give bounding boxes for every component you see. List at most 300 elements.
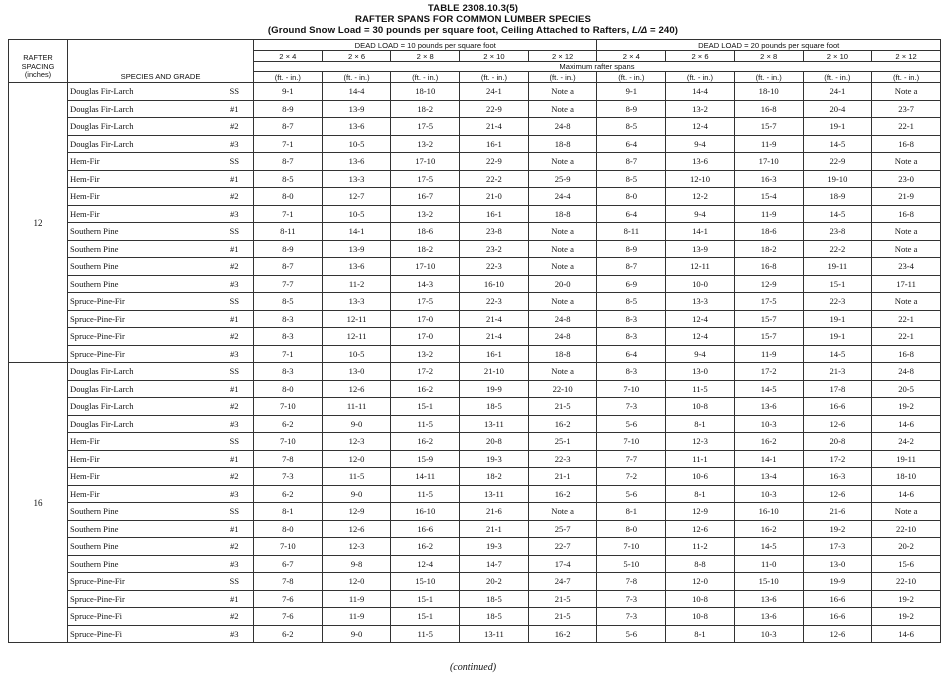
span-cell-dl20: 18-10 (734, 83, 803, 101)
span-cell-dl20: Note a (872, 503, 941, 521)
span-cell-dl20: Note a (872, 83, 941, 101)
span-cell-dl10: 22-2 (460, 170, 529, 188)
span-cell-dl20: 17-3 (803, 538, 872, 556)
span-cell-dl20: 14-5 (803, 205, 872, 223)
table-row (9, 205, 941, 223)
unit-header: (ft. - in.) (528, 72, 597, 83)
table-row (9, 188, 941, 206)
span-cell-dl20: 16-8 (872, 205, 941, 223)
span-cell-dl10: 21-5 (528, 608, 597, 626)
span-cell-dl20: 14-6 (872, 625, 941, 643)
span-cell-dl10: 12-0 (322, 450, 391, 468)
span-cell-dl20: 7-7 (597, 450, 666, 468)
span-cell-dl10: 24-7 (528, 573, 597, 591)
span-cell-dl10: 21-4 (460, 118, 529, 136)
span-cell-dl20: 19-2 (803, 520, 872, 538)
span-cell-dl20: 14-4 (666, 83, 735, 101)
span-cell-dl20: 8-1 (597, 503, 666, 521)
span-cell-dl20: 8-11 (597, 223, 666, 241)
span-cell-dl20: 19-1 (803, 328, 872, 346)
span-cell-dl10: 13-2 (391, 345, 460, 363)
span-cell-dl10: 13-6 (322, 153, 391, 171)
span-cell-dl10: 12-6 (322, 380, 391, 398)
span-cell-dl20: 12-2 (666, 188, 735, 206)
span-cell-dl10: 7-1 (254, 205, 323, 223)
species-cell: Hem-Fir (68, 450, 216, 468)
unit-header: (ft. - in.) (734, 72, 803, 83)
span-cell-dl20: 12-4 (666, 310, 735, 328)
table-row (9, 468, 941, 486)
rafter-spacing-cell: 16 (9, 363, 68, 643)
span-cell-dl10: 21-5 (528, 398, 597, 416)
span-cell-dl10: 17-0 (391, 328, 460, 346)
span-cell-dl10: 7-10 (254, 398, 323, 416)
span-cell-dl20: 16-2 (734, 433, 803, 451)
span-cell-dl10: 14-4 (322, 83, 391, 101)
span-cell-dl10: 22-10 (528, 380, 597, 398)
table-row (9, 275, 941, 293)
span-cell-dl10: 12-11 (322, 328, 391, 346)
span-cell-dl10: 23-2 (460, 240, 529, 258)
grade-cell: SS (216, 223, 254, 241)
span-cell-dl10: 12-3 (322, 433, 391, 451)
span-cell-dl10: 18-2 (460, 468, 529, 486)
span-cell-dl10: 17-5 (391, 170, 460, 188)
grade-cell: #3 (216, 625, 254, 643)
span-cell-dl20: 22-10 (872, 573, 941, 591)
span-cell-dl10: 13-2 (391, 205, 460, 223)
span-cell-dl20: 15-1 (803, 275, 872, 293)
span-cell-dl10: 13-6 (322, 118, 391, 136)
species-cell: Spruce-Pine-Fi (68, 608, 216, 626)
span-cell-dl10: 8-7 (254, 258, 323, 276)
span-cell-dl20: 15-6 (872, 555, 941, 573)
species-cell: Southern Pine (68, 555, 216, 573)
span-cell-dl10: 15-1 (391, 590, 460, 608)
span-cell-dl10: 7-6 (254, 590, 323, 608)
table-row (9, 170, 941, 188)
span-cell-dl10: 18-10 (391, 83, 460, 101)
unit-header: (ft. - in.) (322, 72, 391, 83)
table-row (9, 625, 941, 643)
span-cell-dl20: 12-0 (666, 573, 735, 591)
table-row (9, 363, 941, 381)
span-cell-dl10: 11-9 (322, 590, 391, 608)
span-cell-dl10: 9-0 (322, 415, 391, 433)
span-cell-dl20: 12-4 (666, 328, 735, 346)
span-cell-dl20: 13-6 (666, 153, 735, 171)
grade-cell: #1 (216, 590, 254, 608)
span-cell-dl20: Note a (872, 293, 941, 311)
unit-header: (ft. - in.) (254, 72, 323, 83)
dead-load-10-header: DEAD LOAD = 10 pounds per square foot (254, 40, 597, 51)
span-cell-dl20: 21-9 (872, 188, 941, 206)
grade-cell: #1 (216, 380, 254, 398)
span-cell-dl10: 18-8 (528, 205, 597, 223)
span-cell-dl20: Note a (872, 223, 941, 241)
species-cell: Southern Pine (68, 275, 216, 293)
table-row (9, 398, 941, 416)
grade-cell: SS (216, 293, 254, 311)
rafter-span-table (8, 39, 941, 643)
span-cell-dl20: 10-0 (666, 275, 735, 293)
table-row (9, 433, 941, 451)
grade-cell: SS (216, 83, 254, 101)
span-cell-dl10: 7-1 (254, 135, 323, 153)
span-cell-dl20: 11-5 (666, 380, 735, 398)
span-cell-dl20: 13-6 (734, 590, 803, 608)
span-cell-dl20: 8-5 (597, 293, 666, 311)
span-cell-dl20: 17-10 (734, 153, 803, 171)
rafter-spacing-line-2: SPACING (21, 61, 55, 71)
span-cell-dl10: 11-2 (322, 275, 391, 293)
span-cell-dl20: 12-6 (666, 520, 735, 538)
span-cell-dl10: 14-3 (391, 275, 460, 293)
span-cell-dl20: 14-5 (734, 380, 803, 398)
grade-cell: SS (216, 363, 254, 381)
span-cell-dl10: 17-4 (528, 555, 597, 573)
span-cell-dl20: 18-6 (734, 223, 803, 241)
span-cell-dl10: 15-1 (391, 398, 460, 416)
span-cell-dl20: 17-2 (803, 450, 872, 468)
size-header-dl10: 2 × 8 (391, 51, 460, 62)
species-cell: Southern Pine (68, 240, 216, 258)
span-cell-dl10: 12-11 (322, 310, 391, 328)
span-cell-dl20: 16-8 (734, 100, 803, 118)
span-cell-dl20: 8-3 (597, 363, 666, 381)
span-cell-dl10: 22-9 (460, 153, 529, 171)
span-cell-dl20: 22-10 (872, 520, 941, 538)
unit-header: (ft. - in.) (666, 72, 735, 83)
grade-cell: #3 (216, 205, 254, 223)
span-cell-dl20: 16-8 (872, 345, 941, 363)
grade-cell: SS (216, 153, 254, 171)
span-cell-dl10: 19-3 (460, 450, 529, 468)
span-cell-dl10: 8-5 (254, 293, 323, 311)
grade-cell: #2 (216, 118, 254, 136)
span-cell-dl20: 15-4 (734, 188, 803, 206)
span-cell-dl20: 19-10 (803, 170, 872, 188)
span-cell-dl20: 8-8 (666, 555, 735, 573)
span-cell-dl10: Note a (528, 100, 597, 118)
span-cell-dl10: 18-5 (460, 590, 529, 608)
span-cell-dl20: 12-9 (666, 503, 735, 521)
span-cell-dl20: 20-5 (872, 380, 941, 398)
span-cell-dl20: 24-1 (803, 83, 872, 101)
table-row (9, 503, 941, 521)
span-cell-dl10: 11-5 (391, 625, 460, 643)
span-cell-dl20: 10-3 (734, 415, 803, 433)
span-cell-dl10: 12-4 (391, 555, 460, 573)
span-cell-dl10: 8-7 (254, 118, 323, 136)
span-cell-dl20: 22-1 (872, 118, 941, 136)
span-cell-dl20: 7-2 (597, 468, 666, 486)
max-spans-header: Maximum rafter spans (254, 62, 941, 72)
span-cell-dl20: 12-9 (734, 275, 803, 293)
grade-cell: #1 (216, 450, 254, 468)
span-cell-dl20: 13-3 (666, 293, 735, 311)
table-row (9, 485, 941, 503)
span-cell-dl20: 12-10 (666, 170, 735, 188)
span-cell-dl10: 18-6 (391, 223, 460, 241)
span-cell-dl20: 10-8 (666, 398, 735, 416)
span-cell-dl20: 7-10 (597, 538, 666, 556)
span-cell-dl20: 20-8 (803, 433, 872, 451)
span-cell-dl20: 12-4 (666, 118, 735, 136)
span-cell-dl20: 16-8 (872, 135, 941, 153)
span-cell-dl20: 23-0 (872, 170, 941, 188)
span-cell-dl10: 13-11 (460, 485, 529, 503)
span-cell-dl10: 16-1 (460, 205, 529, 223)
span-cell-dl20: 5-6 (597, 625, 666, 643)
table-row (9, 520, 941, 538)
span-cell-dl20: 14-6 (872, 415, 941, 433)
span-cell-dl20: 13-0 (666, 363, 735, 381)
grade-cell: #1 (216, 170, 254, 188)
table-row (9, 538, 941, 556)
span-cell-dl20: 22-1 (872, 310, 941, 328)
table-row (9, 555, 941, 573)
span-cell-dl10: 21-6 (460, 503, 529, 521)
span-cell-dl10: 13-11 (460, 625, 529, 643)
span-cell-dl10: 9-8 (322, 555, 391, 573)
span-cell-dl10: 11-9 (322, 608, 391, 626)
span-cell-dl10: 18-2 (391, 100, 460, 118)
table-row (9, 380, 941, 398)
span-cell-dl20: 14-5 (734, 538, 803, 556)
span-cell-dl10: 12-0 (322, 573, 391, 591)
species-cell: Southern Pine (68, 520, 216, 538)
span-cell-dl10: 14-1 (322, 223, 391, 241)
size-header-dl20: 2 × 4 (597, 51, 666, 62)
span-cell-dl10: 9-0 (322, 485, 391, 503)
species-cell: Douglas Fir-Larch (68, 135, 216, 153)
span-cell-dl10: 17-10 (391, 258, 460, 276)
conditions-post: = 240) (647, 25, 679, 36)
span-cell-dl10: 11-5 (322, 468, 391, 486)
span-cell-dl10: 8-9 (254, 240, 323, 258)
table-row (9, 328, 941, 346)
span-cell-dl20: 8-3 (597, 310, 666, 328)
span-cell-dl10: 19-3 (460, 538, 529, 556)
grade-cell: #2 (216, 608, 254, 626)
span-cell-dl10: Note a (528, 293, 597, 311)
species-cell: Spruce-Pine-Fir (68, 590, 216, 608)
species-cell: Spruce-Pine-Fir (68, 345, 216, 363)
span-cell-dl20: 24-2 (872, 433, 941, 451)
span-cell-dl10: 25-7 (528, 520, 597, 538)
span-cell-dl20: 14-5 (803, 345, 872, 363)
span-cell-dl10: 24-8 (528, 118, 597, 136)
span-cell-dl20: 8-9 (597, 100, 666, 118)
table-row (9, 83, 941, 101)
grade-cell: #2 (216, 188, 254, 206)
rafter-spacing-line-3: (inches) (24, 70, 52, 80)
table-row (9, 590, 941, 608)
table-row (9, 135, 941, 153)
span-cell-dl20: 8-7 (597, 258, 666, 276)
span-cell-dl10: 8-0 (254, 380, 323, 398)
span-cell-dl10: 20-2 (460, 573, 529, 591)
span-cell-dl20: 8-0 (597, 520, 666, 538)
span-cell-dl20: 16-8 (734, 258, 803, 276)
span-cell-dl10: 9-1 (254, 83, 323, 101)
species-cell: Hem-Fir (68, 468, 216, 486)
species-cell: Douglas Fir-Larch (68, 118, 216, 136)
span-cell-dl10: 16-1 (460, 345, 529, 363)
span-cell-dl20: 12-6 (803, 625, 872, 643)
grade-cell: #3 (216, 485, 254, 503)
span-cell-dl10: Note a (528, 258, 597, 276)
span-cell-dl20: 8-5 (597, 170, 666, 188)
span-cell-dl20: 5-10 (597, 555, 666, 573)
span-cell-dl10: 25-1 (528, 433, 597, 451)
dead-load-20-header: DEAD LOAD = 20 pounds per square foot (597, 40, 940, 51)
span-cell-dl20: 9-1 (597, 83, 666, 101)
species-cell: Southern Pine (68, 503, 216, 521)
span-cell-dl20: 15-10 (734, 573, 803, 591)
table-row (9, 223, 941, 241)
span-cell-dl20: 5-6 (597, 485, 666, 503)
span-cell-dl10: 23-8 (460, 223, 529, 241)
grade-cell: #1 (216, 310, 254, 328)
span-cell-dl20: 15-7 (734, 328, 803, 346)
span-cell-dl10: 17-0 (391, 310, 460, 328)
span-cell-dl20: 7-3 (597, 608, 666, 626)
span-cell-dl20: 23-7 (872, 100, 941, 118)
species-cell: Hem-Fir (68, 485, 216, 503)
span-cell-dl10: 14-11 (391, 468, 460, 486)
table-row (9, 608, 941, 626)
species-cell: Spruce-Pine-Fir (68, 573, 216, 591)
span-cell-dl10: 15-9 (391, 450, 460, 468)
species-cell: Douglas Fir-Larch (68, 415, 216, 433)
span-cell-dl20: 8-1 (666, 415, 735, 433)
span-cell-dl10: 24-1 (460, 83, 529, 101)
unit-header: (ft. - in.) (803, 72, 872, 83)
span-cell-dl10: 16-7 (391, 188, 460, 206)
span-cell-dl20: 10-6 (666, 468, 735, 486)
span-cell-dl10: 7-10 (254, 538, 323, 556)
span-cell-dl10: 18-5 (460, 608, 529, 626)
span-cell-dl20: 19-1 (803, 310, 872, 328)
table-row (9, 415, 941, 433)
unit-header: (ft. - in.) (597, 72, 666, 83)
span-cell-dl20: 16-10 (734, 503, 803, 521)
span-cell-dl10: 17-5 (391, 118, 460, 136)
span-cell-dl10: Note a (528, 223, 597, 241)
species-cell: Hem-Fir (68, 188, 216, 206)
table-row (9, 240, 941, 258)
grade-cell: #2 (216, 328, 254, 346)
span-cell-dl10: 8-3 (254, 363, 323, 381)
span-cell-dl10: 13-3 (322, 293, 391, 311)
span-cell-dl10: 17-10 (391, 153, 460, 171)
span-cell-dl10: 21-10 (460, 363, 529, 381)
table-row (9, 258, 941, 276)
span-cell-dl20: 12-6 (803, 485, 872, 503)
span-cell-dl10: 13-6 (322, 258, 391, 276)
span-cell-dl20: 22-9 (803, 153, 872, 171)
span-cell-dl20: 8-0 (597, 188, 666, 206)
span-cell-dl20: 24-8 (872, 363, 941, 381)
span-cell-dl10: Note a (528, 240, 597, 258)
grade-cell: #3 (216, 345, 254, 363)
grade-cell: #3 (216, 415, 254, 433)
span-cell-dl20: 13-6 (734, 398, 803, 416)
span-cell-dl20: 8-3 (597, 328, 666, 346)
span-cell-dl20: 7-3 (597, 398, 666, 416)
species-cell: Douglas Fir-Larch (68, 380, 216, 398)
span-cell-dl10: 21-1 (528, 468, 597, 486)
span-cell-dl20: 21-3 (803, 363, 872, 381)
table-number: TABLE 2308.10.3(5) (427, 3, 519, 14)
table-row (9, 450, 941, 468)
table-name: RAFTER SPANS FOR COMMON LUMBER SPECIES (354, 14, 591, 25)
span-cell-dl20: 10-3 (734, 625, 803, 643)
span-cell-dl20: 17-11 (872, 275, 941, 293)
span-cell-dl20: 6-9 (597, 275, 666, 293)
span-cell-dl20: 8-1 (666, 625, 735, 643)
span-cell-dl10: 16-2 (528, 485, 597, 503)
span-cell-dl10: 21-4 (460, 328, 529, 346)
grade-cell: #2 (216, 258, 254, 276)
span-cell-dl10: 11-5 (391, 485, 460, 503)
span-cell-dl10: 6-2 (254, 485, 323, 503)
span-cell-dl20: 8-9 (597, 240, 666, 258)
span-cell-dl10: Note a (528, 503, 597, 521)
span-cell-dl10: 22-3 (460, 293, 529, 311)
span-cell-dl20: 19-2 (872, 590, 941, 608)
span-cell-dl10: 24-8 (528, 310, 597, 328)
span-cell-dl10: 20-8 (460, 433, 529, 451)
size-header-dl20: 2 × 10 (803, 51, 872, 62)
span-cell-dl20: 17-8 (803, 380, 872, 398)
span-cell-dl20: 11-9 (734, 135, 803, 153)
span-cell-dl20: 19-2 (872, 608, 941, 626)
size-header-dl10: 2 × 12 (528, 51, 597, 62)
span-cell-dl20: 18-10 (872, 468, 941, 486)
span-cell-dl10: 8-5 (254, 170, 323, 188)
span-cell-dl10: 7-6 (254, 608, 323, 626)
span-cell-dl10: 13-0 (322, 363, 391, 381)
span-cell-dl20: 16-6 (803, 608, 872, 626)
span-cell-dl10: 9-0 (322, 625, 391, 643)
span-cell-dl10: 16-6 (391, 520, 460, 538)
span-cell-dl20: 20-4 (803, 100, 872, 118)
span-cell-dl10: 7-10 (254, 433, 323, 451)
span-cell-dl10: 17-5 (391, 293, 460, 311)
span-cell-dl10: 18-2 (391, 240, 460, 258)
span-cell-dl10: 21-0 (460, 188, 529, 206)
grade-cell: #1 (216, 100, 254, 118)
grade-cell: #2 (216, 468, 254, 486)
span-cell-dl10: 13-2 (391, 135, 460, 153)
table-title-block (0, 3, 946, 36)
rafter-spacing-header (9, 40, 68, 83)
table-row (9, 345, 941, 363)
span-cell-dl10: 13-3 (322, 170, 391, 188)
span-cell-dl20: 22-1 (872, 328, 941, 346)
span-cell-dl20: 11-0 (734, 555, 803, 573)
span-cell-dl10: 13-11 (460, 415, 529, 433)
size-header-dl20: 2 × 6 (666, 51, 735, 62)
span-cell-dl10: 22-3 (528, 450, 597, 468)
span-cell-dl10: 16-2 (528, 415, 597, 433)
unit-header: (ft. - in.) (460, 72, 529, 83)
span-cell-dl20: 7-10 (597, 433, 666, 451)
span-cell-dl10: 7-7 (254, 275, 323, 293)
